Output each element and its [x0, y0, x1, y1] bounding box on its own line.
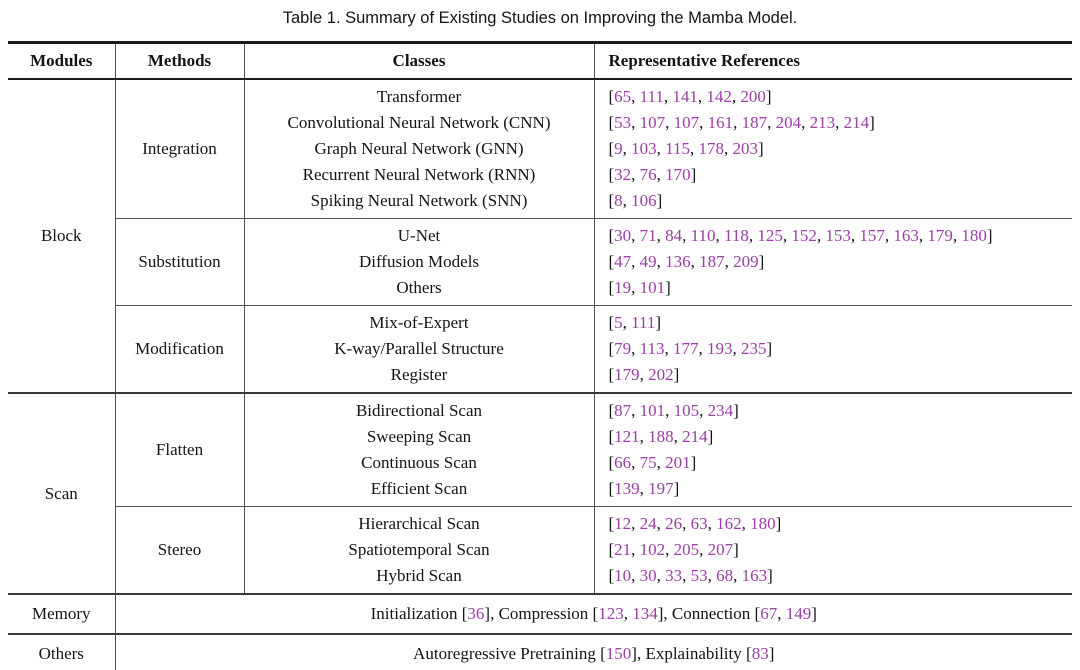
- citation-link[interactable]: 24: [639, 514, 657, 533]
- references-cell: [594, 424, 1072, 450]
- citation-link[interactable]: 71: [639, 226, 657, 245]
- citation-ref-list: [36]: [461, 604, 491, 623]
- citation-link[interactable]: 47: [614, 252, 632, 271]
- method-cell-substitution: Substitution: [115, 219, 244, 306]
- citation-ref-list: [53, 107, 107, 161, 187, 204, 213, 214]: [608, 113, 875, 132]
- citation-link[interactable]: 123: [598, 604, 624, 623]
- citation-link[interactable]: 75: [639, 453, 657, 472]
- span-content-cell: Initialization [36], Compression [123, 134], Connection [67, 149]: [115, 594, 1072, 634]
- module-cell-memory: Memory: [8, 594, 115, 634]
- citation-ref-list: [179, 202]: [608, 365, 680, 384]
- citation-link[interactable]: 63: [690, 514, 708, 533]
- class-name: Transformer: [244, 79, 594, 110]
- references-cell: [594, 79, 1072, 110]
- citation-link[interactable]: 21: [614, 540, 632, 559]
- method-cell-flatten: Flatten: [115, 393, 244, 507]
- citation-link[interactable]: 235: [741, 339, 767, 358]
- citation-link[interactable]: 9: [614, 139, 623, 158]
- class-name: Diffusion Models: [244, 249, 594, 275]
- citation-link[interactable]: 136: [665, 252, 691, 271]
- citation-link[interactable]: 207: [707, 540, 734, 559]
- citation-link[interactable]: 107: [639, 113, 666, 132]
- class-name: Mix-of-Expert: [244, 306, 594, 337]
- citation-link[interactable]: 202: [648, 365, 674, 384]
- class-name: Recurrent Neural Network (RNN): [244, 162, 594, 188]
- citation-link[interactable]: 118: [724, 226, 749, 245]
- class-name: Spiking Neural Network (SNN): [244, 188, 594, 219]
- references-cell: [594, 393, 1072, 424]
- class-name: Graph Neural Network (GNN): [244, 136, 594, 162]
- references-cell: [594, 362, 1072, 393]
- citation-link[interactable]: 213: [809, 113, 836, 132]
- citation-link[interactable]: 83: [751, 644, 769, 663]
- citation-link[interactable]: 178: [698, 139, 725, 158]
- class-name: Others: [244, 275, 594, 306]
- class-name: U-Net: [244, 219, 594, 250]
- references-cell: [594, 507, 1072, 538]
- mamba-summary-table: [8, 41, 1072, 670]
- citation-link[interactable]: 197: [648, 479, 674, 498]
- citation-link[interactable]: 203: [732, 139, 759, 158]
- citation-link[interactable]: 187: [741, 113, 768, 132]
- header-row: [8, 43, 1072, 80]
- references-cell: [594, 249, 1072, 275]
- citation-link[interactable]: 53: [690, 566, 708, 585]
- citation-link[interactable]: 152: [791, 226, 817, 245]
- citation-link[interactable]: 188: [648, 427, 674, 446]
- citation-link[interactable]: 179: [927, 226, 953, 245]
- citation-link[interactable]: 113: [639, 339, 665, 358]
- citation-ref-list: [79, 113, 177, 193, 235]: [608, 339, 773, 358]
- column-header-classes: Classes: [244, 43, 594, 80]
- citation-link[interactable]: 110: [690, 226, 716, 245]
- citation-link[interactable]: 12: [614, 514, 632, 533]
- citation-link[interactable]: 32: [614, 165, 632, 184]
- module-cell-block: Block: [8, 79, 115, 393]
- citation-link[interactable]: 49: [639, 252, 657, 271]
- class-name: Bidirectional Scan: [244, 393, 594, 424]
- citation-link[interactable]: 105: [673, 401, 700, 420]
- citation-link[interactable]: 87: [614, 401, 632, 420]
- citation-link[interactable]: 107: [673, 113, 700, 132]
- module-cell-scan: Scan: [8, 393, 115, 594]
- module-cell-others: Others: [8, 634, 115, 670]
- class-name: Convolutional Neural Network (CNN): [244, 110, 594, 136]
- citation-ref-list: [87, 101, 105, 234]: [608, 401, 739, 420]
- class-name: Sweeping Scan: [244, 424, 594, 450]
- citation-ref-list: [9, 103, 115, 178, 203]: [608, 139, 764, 158]
- class-name: Hybrid Scan: [244, 563, 594, 594]
- references-cell: [594, 275, 1072, 306]
- citation-link[interactable]: 180: [750, 514, 776, 533]
- table-row: [8, 306, 1072, 337]
- citation-link[interactable]: 149: [785, 604, 812, 623]
- column-header-modules: Modules: [8, 43, 115, 80]
- references-cell: [594, 336, 1072, 362]
- citation-link[interactable]: 205: [673, 540, 700, 559]
- citation-link[interactable]: 125: [757, 226, 783, 245]
- table-row: [8, 507, 1072, 538]
- references-cell: [594, 476, 1072, 507]
- references-cell: [594, 136, 1072, 162]
- citation-link[interactable]: 30: [639, 566, 657, 585]
- references-cell: [594, 450, 1072, 476]
- citation-link[interactable]: 8: [614, 191, 623, 210]
- citation-ref-list: [66, 75, 201]: [608, 453, 697, 472]
- citation-link[interactable]: 179: [614, 365, 640, 384]
- references-cell: [594, 110, 1072, 136]
- references-cell: [594, 188, 1072, 219]
- citation-ref-list: [150]: [600, 644, 637, 663]
- citation-ref-list: [123, 134]: [592, 604, 664, 623]
- table-caption: Table 1. Summary of Existing Studies on Improving the Mamba Model.: [282, 9, 798, 27]
- citation-ref-list: [19, 101]: [608, 278, 671, 297]
- citation-link[interactable]: 153: [825, 226, 851, 245]
- table-row: [8, 219, 1072, 250]
- table-row: [8, 79, 1072, 110]
- references-cell: [594, 219, 1072, 250]
- citation-link[interactable]: 214: [843, 113, 870, 132]
- citation-link[interactable]: 163: [893, 226, 919, 245]
- citation-ref-list: [47, 49, 136, 187, 209]: [608, 252, 765, 271]
- citation-link[interactable]: 101: [639, 278, 666, 297]
- citation-link[interactable]: 79: [614, 339, 632, 358]
- citation-link[interactable]: 65: [614, 87, 632, 106]
- citation-ref-list: [12, 24, 26, 63, 162, 180]: [608, 514, 782, 533]
- class-name: Continuous Scan: [244, 450, 594, 476]
- citation-link[interactable]: 10: [614, 566, 632, 585]
- method-cell-integration: Integration: [115, 79, 244, 219]
- citation-link[interactable]: 66: [614, 453, 632, 472]
- citation-link[interactable]: 106: [631, 191, 657, 210]
- references-cell: [594, 537, 1072, 563]
- citation-link[interactable]: 102: [639, 540, 666, 559]
- citation-link[interactable]: 162: [716, 514, 742, 533]
- citation-ref-list: [65, 111, 141, 142, 200]: [608, 87, 772, 106]
- table-row: [8, 393, 1072, 424]
- citation-ref-list: [5, 111]: [608, 313, 662, 332]
- citation-link[interactable]: 187: [699, 252, 725, 271]
- citation-link[interactable]: 209: [733, 252, 759, 271]
- citation-link[interactable]: 5: [614, 313, 623, 332]
- citation-ref-list: [67, 149]: [754, 604, 817, 623]
- citation-link[interactable]: 19: [614, 278, 632, 297]
- citation-ref-list: [30, 71, 84, 110, 118, 125, 152, 153, 157, 163, 179, 180]: [608, 226, 993, 245]
- table-row: [8, 594, 1072, 634]
- citation-link[interactable]: 84: [665, 226, 683, 245]
- references-cell: [594, 563, 1072, 594]
- citation-link[interactable]: 67: [760, 604, 778, 623]
- references-cell: [594, 162, 1072, 188]
- citation-link[interactable]: 134: [632, 604, 658, 623]
- citation-ref-list: [21, 102, 205, 207]: [608, 540, 739, 559]
- column-header-references: Representative References: [594, 43, 1072, 80]
- citation-link[interactable]: 115: [665, 139, 691, 158]
- citation-ref-list: [83]: [746, 644, 775, 663]
- column-header-methods: Methods: [115, 43, 244, 80]
- class-name: Spatiotemporal Scan: [244, 537, 594, 563]
- citation-link[interactable]: 150: [605, 644, 632, 663]
- citation-ref-list: [10, 30, 33, 53, 68, 163]: [608, 566, 773, 585]
- citation-ref-list: [32, 76, 170]: [608, 165, 697, 184]
- citation-link[interactable]: 163: [741, 566, 768, 585]
- citation-link[interactable]: 139: [614, 479, 640, 498]
- citation-link[interactable]: 170: [665, 165, 691, 184]
- class-name: Hierarchical Scan: [244, 507, 594, 538]
- citation-link[interactable]: 141: [672, 87, 698, 106]
- citation-link[interactable]: 193: [707, 339, 733, 358]
- citation-link[interactable]: 201: [665, 453, 691, 472]
- citation-link[interactable]: 177: [673, 339, 699, 358]
- citation-link[interactable]: 157: [859, 226, 885, 245]
- citation-link[interactable]: 53: [614, 113, 632, 132]
- method-cell-stereo: Stereo: [115, 507, 244, 595]
- citation-ref-list: [121, 188, 214]: [608, 427, 714, 446]
- references-cell: [594, 306, 1072, 337]
- citation-ref-list: [139, 197]: [608, 479, 680, 498]
- table-row: [8, 634, 1072, 670]
- class-name: Efficient Scan: [244, 476, 594, 507]
- span-content-cell: Autoregressive Pretraining [150], Explainability [83]: [115, 634, 1072, 670]
- method-cell-modification: Modification: [115, 306, 244, 394]
- citation-link[interactable]: 204: [775, 113, 802, 132]
- class-name: Register: [244, 362, 594, 393]
- citation-link[interactable]: 200: [740, 87, 766, 106]
- citation-link[interactable]: 76: [639, 165, 657, 184]
- citation-link[interactable]: 68: [716, 566, 734, 585]
- citation-link[interactable]: 161: [707, 113, 734, 132]
- citation-link[interactable]: 121: [614, 427, 640, 446]
- citation-link[interactable]: 30: [614, 226, 632, 245]
- class-name: K-way/Parallel Structure: [244, 336, 594, 362]
- citation-link[interactable]: 111: [631, 313, 656, 332]
- citation-link[interactable]: 214: [682, 427, 708, 446]
- citation-link[interactable]: 103: [631, 139, 657, 158]
- citation-link[interactable]: 36: [467, 604, 485, 623]
- citation-link[interactable]: 101: [639, 401, 666, 420]
- citation-link[interactable]: 111: [639, 87, 664, 106]
- citation-link[interactable]: 180: [961, 226, 987, 245]
- citation-ref-list: [8, 106]: [608, 191, 663, 210]
- citation-link[interactable]: 142: [706, 87, 732, 106]
- citation-link[interactable]: 33: [665, 566, 683, 585]
- citation-link[interactable]: 234: [707, 401, 734, 420]
- citation-link[interactable]: 26: [665, 514, 683, 533]
